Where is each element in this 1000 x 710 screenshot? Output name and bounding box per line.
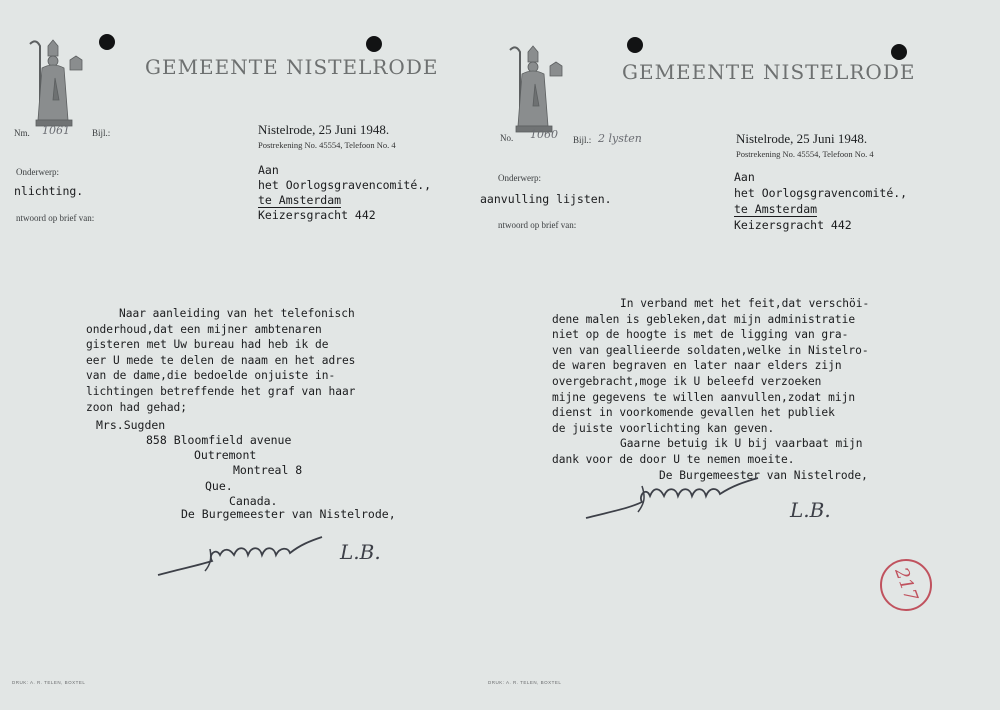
bank-phone: Postrekening No. 45554, Telefoon No. 4 xyxy=(258,140,396,150)
signature-initials: L.B. xyxy=(340,540,381,564)
signature xyxy=(580,468,780,528)
body-line: De Burgemeester van Nistelrode, xyxy=(659,468,868,482)
body-line: dienst in voorkomende gevallen het publiek xyxy=(552,406,835,420)
address-line: Aan xyxy=(258,163,279,177)
attachment-label: Bijl.: xyxy=(573,135,592,145)
letter-body xyxy=(86,306,355,415)
attachment-label: Bijl.: xyxy=(92,128,111,138)
body-line: In verband met het feit,dat verschöi- xyxy=(620,297,870,310)
subject-label: Onderwerp: xyxy=(498,173,541,183)
subject-value: aanvulling lijsten. xyxy=(480,192,612,206)
address-line: het Oorlogsgravencomité., xyxy=(734,186,908,200)
body-line: eer U mede te delen de naam en het adres xyxy=(86,353,356,367)
address-line: te Amsterdam xyxy=(258,193,342,207)
body-line: ven van geallieerde soldaten,welke in Nistelro- xyxy=(552,343,869,357)
address-line: Aan xyxy=(734,170,755,184)
body-line: mijne gegevens te willen aanvullen,zodat mijn xyxy=(552,390,856,404)
subject-value: nlichting. xyxy=(14,184,84,198)
reply-label: ntwoord op brief van: xyxy=(16,213,95,223)
body-line: Gaarne betuig ik U bij vaarbaat mijn xyxy=(620,437,863,451)
letterhead-title: GEMEENTE NISTELRODE xyxy=(145,55,439,79)
punch-hole xyxy=(366,36,382,52)
body-line: niet op de hoogte is met de ligging van gra- xyxy=(552,328,849,342)
address-line: te Amsterdam xyxy=(734,202,818,216)
signature-initials: L.B. xyxy=(790,498,831,522)
number-label: Nm. xyxy=(14,128,30,138)
recipient-line: Mrs.Sugden xyxy=(96,418,166,432)
recipient-line: Que. xyxy=(205,479,233,493)
body-line: dank voor de door U te nemen moeite. xyxy=(552,452,795,466)
attachment-handwritten: 2 lysten xyxy=(598,132,642,145)
reply-label: ntwoord op brief van: xyxy=(498,220,577,230)
address-line: Keizersgracht 442 xyxy=(258,208,376,222)
letter-body xyxy=(552,296,869,483)
punch-hole xyxy=(891,44,907,60)
bishop-emblem-icon xyxy=(22,38,88,130)
body-line: van de dame,die bedoelde onjuiste in- xyxy=(86,369,336,383)
bishop-emblem-icon xyxy=(502,44,568,136)
recipient-line: Montreal 8 xyxy=(233,463,303,477)
body-line: gisteren met Uw bureau had heb ik de xyxy=(86,338,329,352)
body-line: onderhoud,dat een mijner ambtenaren xyxy=(86,322,322,336)
address-line: het Oorlogsgravencomité., xyxy=(258,178,432,192)
body-line: Naar aanleiding van het telefonisch xyxy=(119,307,355,320)
punch-hole xyxy=(627,37,643,53)
address-line: Keizersgracht 442 xyxy=(734,218,852,232)
archive-stamp xyxy=(880,559,932,611)
number-label: No. xyxy=(500,133,514,143)
body-line: overgebracht,moge ik U beleefd verzoeken xyxy=(552,374,822,388)
body-line: lichtingen betreffende het graf van haar xyxy=(86,384,356,398)
number-handwritten: 1060 xyxy=(530,128,558,141)
place-date: Nistelrode, 25 Juni 1948. xyxy=(736,131,868,146)
subject-label: Onderwerp: xyxy=(16,167,59,177)
punch-hole xyxy=(99,34,115,50)
body-line: zoon had gehad; xyxy=(86,400,188,414)
letterhead-title: GEMEENTE NISTELRODE xyxy=(622,60,916,84)
number-handwritten: 1061 xyxy=(42,124,70,137)
signature xyxy=(150,525,340,585)
bank-phone: Postrekening No. 45554, Telefoon No. 4 xyxy=(736,149,874,159)
recipient-line: Outremont xyxy=(194,448,257,462)
body-line: dene malen is gebleken,dat mijn administratie xyxy=(552,312,856,326)
printer-imprint: DRUK: A. R. TELEN, BOXTEL xyxy=(12,680,86,685)
recipient-line: Canada. xyxy=(229,494,278,508)
closing-line: De Burgemeester van Nistelrode, xyxy=(181,507,396,521)
printer-imprint: DRUK: A. R. TELEN, BOXTEL xyxy=(488,680,562,685)
archive-stamp-number: 217 xyxy=(890,564,922,605)
place-date: Nistelrode, 25 Juni 1948. xyxy=(258,122,390,137)
recipient-line: 858 Bloomfield avenue xyxy=(146,433,292,447)
body-line: de waren begraven en later naar elders zijn xyxy=(552,359,842,373)
body-line: de juiste voorlichting kan geven. xyxy=(552,421,775,435)
